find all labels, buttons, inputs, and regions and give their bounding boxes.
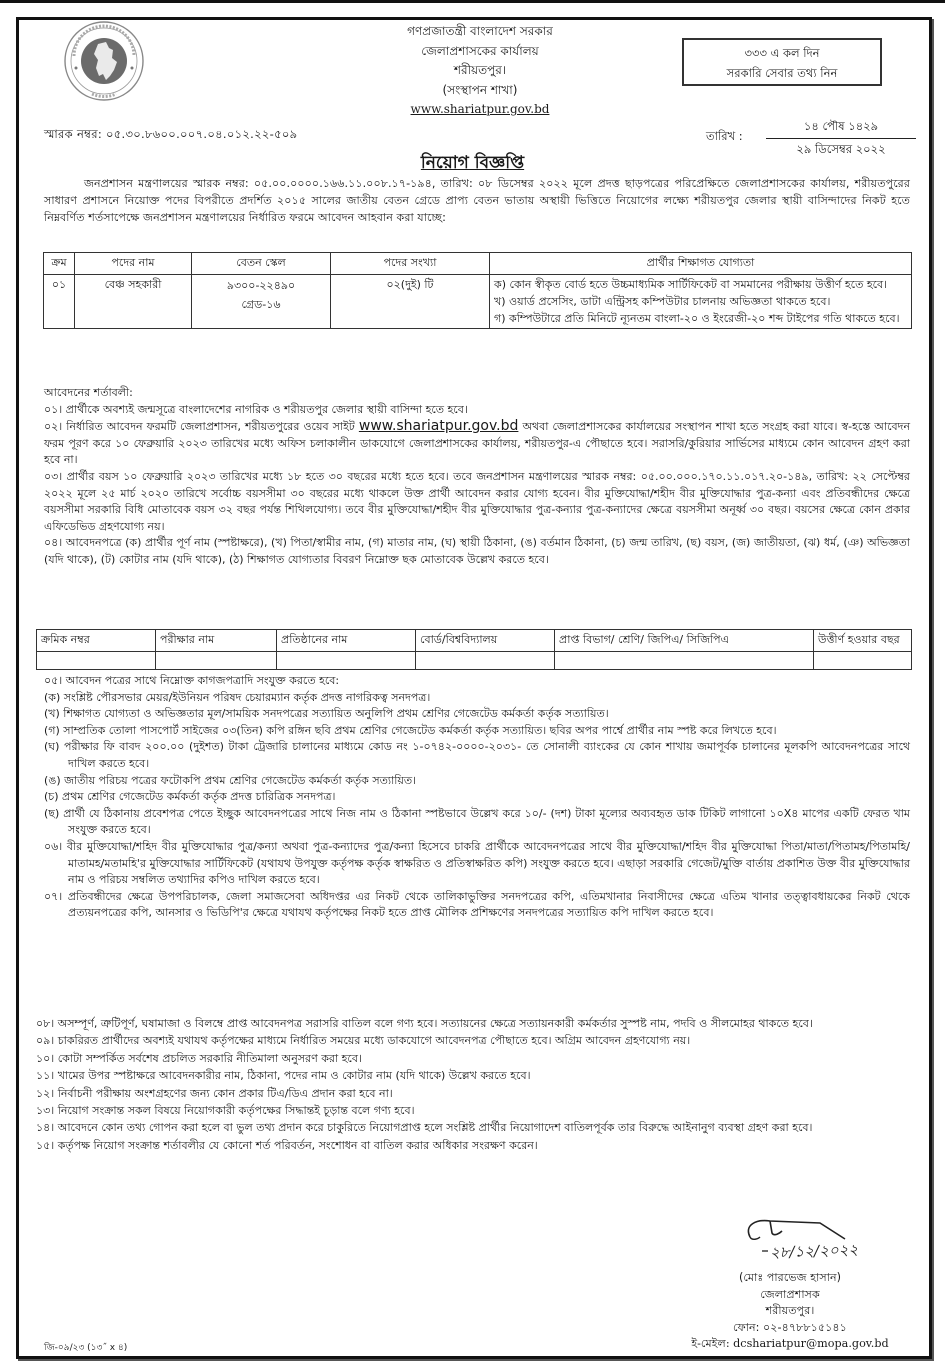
edu-cell-empty [37, 652, 156, 670]
qualification-item: গ) কম্পিউটারে প্রতি মিনিটে ন্যূনতম বাংলা-২০ ও ইংরেজী-২০ শব্দ টাইপের গতি থাকতে হবে। [494, 312, 900, 325]
table-row [44, 275, 912, 329]
condition-06: ০৬। বীর মুক্তিযোদ্ধা/শহিদ বীর মুক্তিযোদ্ধার পুত্র/কন্যা অথবা পুত্র-কন্যাদের পুত্র/কন্যা হিসেবে চাকরি প্রার্থীকে আবেদনপত্রের সাথে বীর মুক্তিযোদ্ধা/শহিদ বীর মুক্তিযোদ্ধা পিতা/মাতা/পিতামহ/পিতামহি/মাতামহ/মতামহি'র মুক্তিযোদ্ধার সার্টিফিকেট (যথাযথ উপযুক্ত কর্তৃপক্ষ কর্তৃক স্বাক্ষরিত ও প্রতিস্বাক্ষরিত কপি) সংযুক্ত করতে হবে। এছাড়া সরকারি গেজেট/মুক্তি বার্তায় প্রকাশিত উক্ত বীর মুক্তিযোদ্ধার নাম ও পরিচয় সম্বলিত তথ্যাদির কপিও দাখিল করতে হবে। [44, 839, 910, 887]
memo-number: স্মারক নম্বর: ০৫.৩০.৮৬০০.০০৭.০৪.০১২.২২-৫০৯ [44, 127, 298, 141]
edu-col-serial: ক্রমিক নম্বর [37, 630, 156, 652]
condition-03: ০৩। প্রার্থীর বয়স ১০ ফেব্রুয়ারি ২০২৩ তারিখের মধ্যে ১৮ হতে ৩০ বছরের মধ্যে হতে হবে। তবে জনপ্রশাসন মন্ত্রণালয়ের স্মারক নম্বর: ০৫.০০.০০০.১৭০.১১.০১৭.২০-১৪৯, তারিখ: ২২ সেপ্টেম্বর ২০২২ মূলে ২৫ মার্চ ২০২০ তারিখে সর্বোচ্চ বয়সসীমা ৩০ বছরের মধ্যে থাকলে উক্ত প্রার্থী আবেদন করার যোগ্য হবেন। বীর মুক্তিযোদ্ধা/শহীদ বীর মুক্তিযোদ্ধার পুত্র-কন্যা এবং প্রতিবন্ধীদের ক্ষেত্রে বয়সসীমা সরকারি বিধি মোতাবেক বয়স ৩২ বছর পর্যন্ত শিথিলযোগ্য। তবে বীর মুক্তিযোদ্ধা/শহীদ বীর মুক্তিযোদ্ধার পুত্র-কন্যার পুত্র-কন্যাদের ক্ষেত্রে বয়সসীমা অনূর্ধ্ব ৩০ বছর। বয়সের ক্ষেত্রে কোন প্রকার এফিডেভিড গ্রহণযোগ্য নয়। [44, 469, 910, 533]
condition-05-item: (ছ) প্রার্থী যে ঠিকানায় প্রবেশপত্র পেতে ইচ্ছুক আবেদনপত্রের সাথে নিজ নাম ও ঠিকানা স্পষ্টভাবে উল্লেখ করে ১০/- (দশ) টাকা মূল্যের অব্যবহৃত ডাক টিকিট লাগানো ১০X৪ মাপের একটি ফেরত খাম সংযুক্ত করতে হবে। [44, 806, 910, 837]
condition-02-website-link[interactable]: www.shariatpur.gov.bd [358, 418, 519, 435]
edu-col-board: বোর্ড/বিশ্ববিদ্যালয় [416, 630, 555, 652]
website-link[interactable]: www.shariatpur.gov.bd [410, 102, 550, 116]
condition-05-item: (ঙ) জাতীয় পরিচয় পত্রের ফটোকপি প্রথম শ্রেণির গেজেটেড কর্মকর্তা কর্তৃক সত্যায়িত। [44, 773, 417, 787]
government-seal-icon [62, 20, 146, 102]
edu-cell-empty [416, 652, 555, 670]
cell-post: বেঞ্চ সহকারী [75, 275, 192, 329]
col-serial: ক্রম [44, 253, 75, 275]
condition-02-text-cont: অথবা জেলাপ্রশাসকের কার্যালয়ের সংস্থাপন শাখা হতে সংগ্রহ করা যাবে। স্ব-হস্তে আবেদন ফরম পূরণ করে ১০ ফেব্রুয়ারি ২০২৩ তারিখের মধ্যে অফিস চলাকালীন ডাকযোগে জেলাপ্রশাসকের কার্যালয়, শরীয়তপুর-এ পৌছাতে হবে। সরাসরি/কুরিয়ার সার্ভিসের মাধ্যমে কোন আবেদন গ্রহণ করা হবে না। [44, 420, 911, 467]
edu-col-institution: প্রতিষ্ঠানের নাম [277, 630, 416, 652]
job-table [43, 252, 912, 329]
office-location: শরীয়তপুর। [453, 63, 507, 77]
signatory-location: শরীয়তপুর। [765, 1304, 815, 1317]
cell-count: ০২(দুই) টি [331, 275, 490, 329]
condition-13: ১৩। নিয়োগ সংক্রান্ত সকল বিষয়ে নিয়োগকারী কর্তৃপক্ষের সিদ্ধান্তই চূড়ান্ত বলে গণ্য হবে। [36, 1104, 415, 1118]
education-table-header [37, 630, 912, 652]
cell-scale [192, 275, 331, 329]
condition-05-item: (চ) প্রথম শ্রেণির গেজেটেড কর্মকর্তা কর্তৃক প্রদত্ত চারিত্রিক সনদপত্র। [44, 790, 336, 804]
condition-15: ১৫। কর্তৃপক্ষ নিয়োগ সংক্রান্ত শর্তাবলীর যে কোনো শর্ত পরিবর্তন, সংশোধন বা বাতিল করার অধিকার সংরক্ষণ করেন। [36, 1138, 538, 1152]
condition-05-item: (ঘ) পরীক্ষার ফি বাবদ ২০০.০০ (দুইশত) টাকা ট্রেজারি চালানের মাধ্যমে কোড নং ১-০৭৪২-০০০০-২০৩১- তে সোনালী ব্যাংকের যে কোন শাখায় জমাপূর্বক চালানের মূলকপি আবেদনপত্রের সাথে দাখিল করতে হবে। [44, 740, 910, 770]
office-name: জেলাপ্রশাসকের কার্যালয় [421, 43, 539, 58]
condition-14: ১৪। আবেদনে কোন তথ্য গোপন করা হলে বা ভুল তথ্য প্রদান করে চাকুরিতে নিয়োগপ্রাপ্ত হলে সংশ্লিষ্ট প্রার্থীর নিয়োগাদেশ বাতিলপূর্বক তার বিরুদ্ধে আইনানুগ ব্যবস্থা গ্রহণ করা হবে। [36, 1121, 813, 1135]
condition-02-text: ০২। নির্ধারিত আবেদন ফরমটি জেলাপ্রশাসন, শরীয়তপুরের ওয়েব সাইট [44, 420, 355, 434]
footer-code: জি-০৯/২৩ (১৩˝ x ৪) [44, 1343, 128, 1353]
cell-serial: ০১ [44, 275, 75, 329]
condition-07: ০৭। প্রতিবন্ধীদের ক্ষেত্রে উপপরিচালক, জেলা সমাজসেবা অধিদপ্তর এর নিকট থেকে তালিকাভুক্তির সনদপত্রের কপি, এতিমখানার নিবাসীদের ক্ষেত্রে এতিম খানার তত্ত্বাবধায়কের নিকট থেকে প্রত্যয়নপত্রের কপি, আনসার ও ভিডিপি'র ক্ষেত্রে যথাযথ কর্তৃপক্ষের নিকট হতে প্রাপ্ত মৌলিক প্রশিক্ষণের সনদপত্রের সত্যায়িত কপি দাখিল করতে হবে। [44, 889, 910, 920]
signature-handwritten-date: ২৮/১২/২০২২ [769, 1240, 859, 1262]
date-bangla: ১৪ পৌষ ১৪২৯ [766, 118, 916, 139]
hotline-box [682, 38, 882, 86]
condition-09: ০৯। চাকরিরত প্রার্থীদের অবশ্যই যথাযথ কর্তৃপক্ষের মাধ্যমে নির্ধারিত সময়ের মধ্যে ডাকযোগে আবেদনপত্র পৌছাতে হবে। অগ্রিম আবেদন গ্রহণযোগ্য নয়। [36, 1034, 691, 1048]
signatory-block [680, 1270, 900, 1353]
hotline-line-2: সরকারি সেবার তথ্য নিন [726, 66, 838, 80]
intro-paragraph: জনপ্রশাসন মন্ত্রণালয়ের স্মারক নম্বর: ০৫.০০.০০০০.১৬৬.১১.০০৮.১৭-১৯৪, তারিখ: ০৮ ডিসেম্বর ২০২২ মূলে প্রদত্ত ছাড়পত্রের পরিপ্রেক্ষিতে জেলাপ্রশাসকের কার্যালয়, শরীয়তপুরের সাধারণ প্রশাসনে নিয়োক্ত পদের বিপরীতে প্রদর্শিত ২০১৫ সালের জাতীয় বেতন গ্রেডে প্রাপ্য বেতন ভাতায় অস্থায়ী ভিত্তিতে নিয়োগের লক্ষ্যে শরীয়তপুর জেলার স্থায়ী বাসিন্দাদের নিকট হতে নিম্নবর্ণিত শর্তসাপেক্ষে জনপ্রশাসন মন্ত্রণালয়ের নির্ধারিত ফরমে আবেদন আহবান করা যাচ্ছে: [44, 177, 910, 224]
condition-02 [44, 418, 910, 469]
condition-01: ০১। প্রার্থীকে অবশ্যই জন্মসূত্রে বাংলাদেশের নাগরিক ও শরীয়তপুর জেলার স্থায়ী বাসিন্দা হতে হবে। [44, 402, 468, 416]
top-edge [0, 0, 945, 3]
govt-name: গণপ্রজাতন্ত্রী বাংলাদেশ সরকার [407, 24, 553, 38]
edu-cell-empty [277, 652, 416, 670]
edu-cell-empty [156, 652, 277, 670]
date-label: তারিখ : [706, 129, 743, 143]
edu-col-exam: পরীক্ষার নাম [156, 630, 277, 652]
job-table-header [44, 253, 912, 275]
edu-col-result: প্রাপ্ত বিভাগ/ শ্রেণি/ জিপিএ/ সিজিপিএ [555, 630, 814, 652]
condition-08: ০৮। অসম্পূর্ণ, ত্রুটিপূর্ণ, ঘষামাজা ও বিলম্বে প্রাপ্ত আবেদনপত্র সরাসরি বাতিল বলে গণ্য হবে। সত্যায়নের ক্ষেত্রে সত্যায়নকারী কর্মকর্তার সুস্পষ্ট নাম, পদবি ও সীলমোহর থাকতে হবে। [36, 1017, 813, 1030]
qualification-item: খ) ওয়ার্ড প্রসেসিং, ডাটা এন্ট্রিসহ কম্পিউটার চালনায় অভিজ্ঞতা থাকতে হবে। [494, 295, 831, 308]
col-scale: বেতন স্কেল [192, 253, 331, 275]
condition-05-item: (ক) সংশ্লিষ্ট পৌরসভার মেয়র/ইউনিয়ন পরিষদ চেয়ারম্যান কর্তৃক প্রদত্ত নাগরিকত্ব সনদপত্র। [44, 690, 431, 704]
date-gregorian: ২৯ ডিসেম্বর ২০২২ [796, 142, 886, 156]
hotline-line-1: ৩৩৩ এ কল দিন [744, 46, 820, 60]
education-table [36, 629, 912, 670]
signatory-designation: জেলাপ্রশাসক [760, 1287, 820, 1301]
signatory-name: (মোঃ পারভেজ হাসান) [738, 1271, 842, 1284]
cell-qualification [490, 275, 912, 329]
col-post: পদের নাম [75, 253, 192, 275]
edu-cell-empty [555, 652, 814, 670]
conditions-heading: আবেদনের শর্তাবলী: [44, 386, 133, 399]
qualification-item: ক) কোন স্বীকৃত বোর্ড হতে উচ্চমাধ্যমিক সার্টিফিকেট বা সমমানের পরীক্ষায় উত্তীর্ণ হতে হবে। [494, 278, 888, 291]
condition-11: ১১। খামের উপর স্পষ্টাক্ষরে আবেদনকারীর নাম, ঠিকানা, পদের নাম ও কোটার নাম (যদি থাকে) উল্লেখ করতে হবে। [36, 1069, 531, 1083]
conditions-part-3 [36, 1015, 912, 1154]
notice-title [0, 150, 945, 178]
table-row [37, 652, 912, 670]
scale-range: ৯৩০০-২২৪৯০ [226, 279, 296, 292]
condition-12: ১২। নির্বাচনী পরীক্ষায় অংশগ্রহণের জন্য কোন প্রকার টিএ/ডিএ প্রদান করা হবে না। [36, 1086, 393, 1100]
scale-grade: গ্রেড-১৬ [241, 298, 281, 311]
letterhead [300, 22, 660, 120]
edu-cell-empty [814, 652, 912, 670]
notice-title-text: নিয়োগ বিজ্ঞপ্তি [420, 153, 525, 173]
edu-col-year: উত্তীর্ণ হওয়ার বছর [814, 630, 912, 652]
condition-05-item: (গ) সাম্প্রতিক তোলা পাসপোর্ট সাইজের ০৩(তিন) কপি রঙ্গিন ছবি প্রথম শ্রেণির গেজেটেড কর্মকর্তা কর্তৃক সত্যায়িত। ছবির অপর পার্শ্বে প্রার্থীর নাম স্পষ্ট করে লিখতে হবে। [44, 723, 777, 737]
branch-name: (সংস্থাপন শাখা) [442, 82, 518, 97]
condition-04: ০৪। আবেদনপত্রে (ক) প্রার্থীর পূর্ণ নাম (স্পষ্টাক্ষরে), (খ) পিতা/স্বামীর নাম, (গ) মাতার নাম, (ঘ) স্থায়ী ঠিকানা, (ঙ) বর্তমান ঠিকানা, (চ) জন্ম তারিখ, (ছ) বয়স, (জ) জাতীয়তা, (ঝ) ধর্ম, (ঞ) অভিজ্ঞতা (যদি থাকে), (ট) কোটার নাম (যদি থাকে), (ঠ) শিক্ষাগত যোগ্যতার বিবরণ নিম্নোক্ত ছক মোতাবেক উল্লেখ করতে হবে। [44, 536, 910, 566]
conditions-part-1 [44, 385, 910, 569]
condition-10: ১০। কোটা সম্পর্কিত সর্বশেষ প্রচলিত সরকারি নীতিমালা অনুসরণ করা হবে। [36, 1051, 362, 1065]
col-qualification: প্রার্থীর শিক্ষাগত যোগ্যতা [490, 253, 912, 275]
signatory-email[interactable]: ই-মেইল: dcshariatpur@mopa.gov.bd [691, 1337, 889, 1350]
conditions-part-2 [44, 673, 910, 922]
condition-05-item: (খ) শিক্ষাগত যোগ্যতা ও অভিজ্ঞতার মূল/সাময়িক সনদপত্রের সত্যায়িত অনুলিপি প্রথম শ্রেণির গেজেটেড কর্মকর্তা কর্তৃক সত্যায়িত। [44, 707, 609, 721]
col-count: পদের সংখ্যা [331, 253, 490, 275]
condition-05: ০৫। আবেদন পত্রের সাথে নিম্নোক্ত কাগজপত্রাদি সংযুক্ত করতে হবে: [44, 674, 340, 687]
signatory-phone: ফোন: ০২-৪৭৮৮১৫১৪১ [733, 1320, 847, 1334]
